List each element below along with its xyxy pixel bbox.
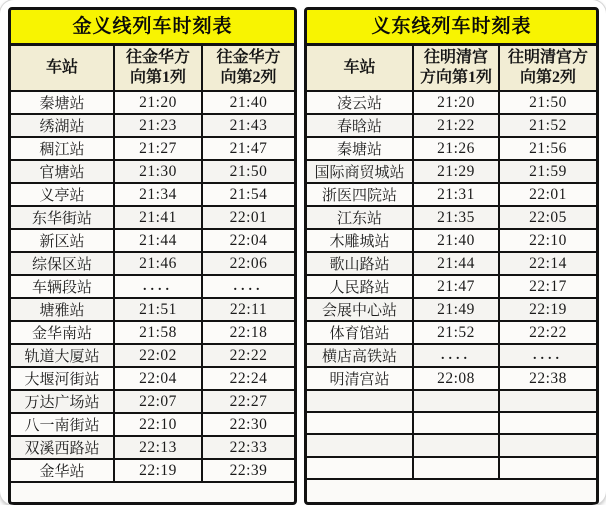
time-cell: 22:02 xyxy=(114,344,202,367)
time-cell xyxy=(413,412,499,434)
table-row xyxy=(307,206,596,229)
time-cell: 21:44 xyxy=(114,229,202,252)
time-cell: 22:24 xyxy=(202,367,294,390)
station-cell: 新区站 xyxy=(11,229,114,252)
station-cell: 国际商贸城站 xyxy=(307,160,413,183)
table-row xyxy=(11,298,294,321)
table-row xyxy=(307,298,596,321)
time-cell: 21:47 xyxy=(413,275,499,298)
time-cell: 21:52 xyxy=(499,114,596,137)
time-cell xyxy=(413,457,499,479)
table-row xyxy=(307,390,596,412)
time-cell xyxy=(499,412,596,434)
jinyi-table-header xyxy=(11,46,294,91)
table-row xyxy=(307,367,596,390)
table-row xyxy=(307,160,596,183)
yidong-table-header xyxy=(307,46,596,91)
time-cell: 21:40 xyxy=(413,229,499,252)
station-cell: 金华南站 xyxy=(11,321,114,344)
time-cell: 22:38 xyxy=(499,367,596,390)
time-cell: 22:11 xyxy=(202,298,294,321)
table-row xyxy=(11,160,294,183)
table-row xyxy=(11,321,294,344)
time-cell: 22:10 xyxy=(114,413,202,436)
station-cell: 八一南街站 xyxy=(11,413,114,436)
yidong-line-table xyxy=(307,46,596,480)
time-cell: .... xyxy=(114,275,202,298)
station-cell: 综保区站 xyxy=(11,252,114,275)
time-cell: 21:20 xyxy=(114,91,202,114)
table-row xyxy=(307,137,596,160)
station-cell: 春晗站 xyxy=(307,114,413,137)
time-cell: 21:50 xyxy=(202,160,294,183)
time-cell: 22:06 xyxy=(202,252,294,275)
table-row xyxy=(11,390,294,413)
station-cell: 体育馆站 xyxy=(307,321,413,344)
time-cell: 22:07 xyxy=(114,390,202,413)
station-cell: 车辆段站 xyxy=(11,275,114,298)
jinyi-line-table-card xyxy=(8,7,297,505)
table-row xyxy=(11,436,294,459)
time-cell: 21:47 xyxy=(202,137,294,160)
time-cell: .... xyxy=(413,344,499,367)
time-cell xyxy=(413,434,499,456)
time-cell: .... xyxy=(202,275,294,298)
time-cell: .... xyxy=(499,344,596,367)
time-cell: 22:22 xyxy=(499,321,596,344)
station-cell: 会展中心站 xyxy=(307,298,413,321)
time-cell: 21:23 xyxy=(114,114,202,137)
time-cell: 21:52 xyxy=(413,321,499,344)
jinyi-table-body xyxy=(11,91,294,482)
time-cell: 22:08 xyxy=(413,367,499,390)
time-cell xyxy=(499,457,596,479)
time-cell: 22:33 xyxy=(202,436,294,459)
station-cell: 官塘站 xyxy=(11,160,114,183)
time-cell: 21:29 xyxy=(413,160,499,183)
time-cell xyxy=(499,390,596,412)
header-row xyxy=(307,46,596,91)
table-row xyxy=(11,114,294,137)
table-row xyxy=(11,413,294,436)
time-cell: 21:43 xyxy=(202,114,294,137)
train1-column-header: 往金华方向第1列 xyxy=(114,46,202,91)
table-row xyxy=(11,367,294,390)
header-row xyxy=(11,46,294,91)
table-row xyxy=(11,137,294,160)
station-cell: 浙医四院站 xyxy=(307,183,413,206)
time-cell xyxy=(413,390,499,412)
table-row xyxy=(307,457,596,479)
table-row xyxy=(307,114,596,137)
time-cell: 21:40 xyxy=(202,91,294,114)
time-cell: 21:49 xyxy=(413,298,499,321)
time-cell: 22:04 xyxy=(202,229,294,252)
time-cell: 22:17 xyxy=(499,275,596,298)
train1-column-header: 往明清宫方向第1列 xyxy=(413,46,499,91)
station-cell: 塘雅站 xyxy=(11,298,114,321)
station-cell: 木雕城站 xyxy=(307,229,413,252)
time-cell: 22:10 xyxy=(499,229,596,252)
time-cell: 21:30 xyxy=(114,160,202,183)
time-cell: 22:04 xyxy=(114,367,202,390)
station-cell xyxy=(307,390,413,412)
time-cell xyxy=(499,434,596,456)
time-cell: 22:18 xyxy=(202,321,294,344)
train2-column-header: 往明清宫方向第2列 xyxy=(499,46,596,91)
station-cell xyxy=(307,412,413,434)
time-cell: 22:01 xyxy=(499,183,596,206)
yidong-line-table-card xyxy=(304,7,599,505)
time-cell: 22:30 xyxy=(202,413,294,436)
station-cell: 横店高铁站 xyxy=(307,344,413,367)
table-row xyxy=(307,229,596,252)
table-row xyxy=(307,344,596,367)
station-cell: 江东站 xyxy=(307,206,413,229)
time-cell: 21:51 xyxy=(114,298,202,321)
station-cell: 歌山路站 xyxy=(307,252,413,275)
yidong-table-body xyxy=(307,91,596,479)
table-row xyxy=(307,183,596,206)
station-cell: 人民路站 xyxy=(307,275,413,298)
time-cell: 22:13 xyxy=(114,436,202,459)
time-cell: 21:41 xyxy=(114,206,202,229)
time-cell: 21:59 xyxy=(499,160,596,183)
station-cell: 义亭站 xyxy=(11,183,114,206)
table-row xyxy=(11,252,294,275)
station-cell: 金华站 xyxy=(11,459,114,482)
table-row xyxy=(307,434,596,456)
time-cell: 22:19 xyxy=(114,459,202,482)
time-cell: 21:46 xyxy=(114,252,202,275)
time-cell: 21:27 xyxy=(114,137,202,160)
time-cell: 21:22 xyxy=(413,114,499,137)
time-cell: 21:58 xyxy=(114,321,202,344)
station-cell xyxy=(307,457,413,479)
time-cell: 21:56 xyxy=(499,137,596,160)
time-cell: 22:05 xyxy=(499,206,596,229)
station-column-header: 车站 xyxy=(307,46,413,91)
table-row xyxy=(307,412,596,434)
table-row xyxy=(11,275,294,298)
station-cell: 稠江站 xyxy=(11,137,114,160)
time-cell: 21:26 xyxy=(413,137,499,160)
table-row xyxy=(11,459,294,482)
station-cell: 大堰河街站 xyxy=(11,367,114,390)
table-row xyxy=(307,91,596,114)
table-row xyxy=(11,91,294,114)
table-row xyxy=(307,252,596,275)
time-cell: 22:39 xyxy=(202,459,294,482)
time-cell: 22:14 xyxy=(499,252,596,275)
table-row xyxy=(307,275,596,298)
table-row xyxy=(11,206,294,229)
station-cell: 凌云站 xyxy=(307,91,413,114)
station-cell: 秦塘站 xyxy=(11,91,114,114)
station-cell xyxy=(307,434,413,456)
time-cell: 21:34 xyxy=(114,183,202,206)
station-cell: 秦塘站 xyxy=(307,137,413,160)
jinyi-line-table xyxy=(11,46,294,483)
train2-column-header: 往金华方向第2列 xyxy=(202,46,294,91)
time-cell: 22:27 xyxy=(202,390,294,413)
station-cell: 东华街站 xyxy=(11,206,114,229)
table-row xyxy=(11,344,294,367)
station-cell: 双溪西路站 xyxy=(11,436,114,459)
time-cell: 21:35 xyxy=(413,206,499,229)
table-row xyxy=(11,183,294,206)
jinyi-line-title: 金义线列车时刻表 xyxy=(11,10,294,46)
yidong-line-title: 义东线列车时刻表 xyxy=(307,10,596,46)
time-cell: 21:54 xyxy=(202,183,294,206)
station-cell: 绣湖站 xyxy=(11,114,114,137)
station-cell: 万达广场站 xyxy=(11,390,114,413)
time-cell: 22:01 xyxy=(202,206,294,229)
station-cell: 明清宫站 xyxy=(307,367,413,390)
station-cell: 轨道大厦站 xyxy=(11,344,114,367)
time-cell: 21:44 xyxy=(413,252,499,275)
time-cell: 21:31 xyxy=(413,183,499,206)
time-cell: 22:19 xyxy=(499,298,596,321)
time-cell: 21:50 xyxy=(499,91,596,114)
table-row xyxy=(307,321,596,344)
station-column-header: 车站 xyxy=(11,46,114,91)
table-row xyxy=(11,229,294,252)
time-cell: 22:22 xyxy=(202,344,294,367)
time-cell: 21:20 xyxy=(413,91,499,114)
